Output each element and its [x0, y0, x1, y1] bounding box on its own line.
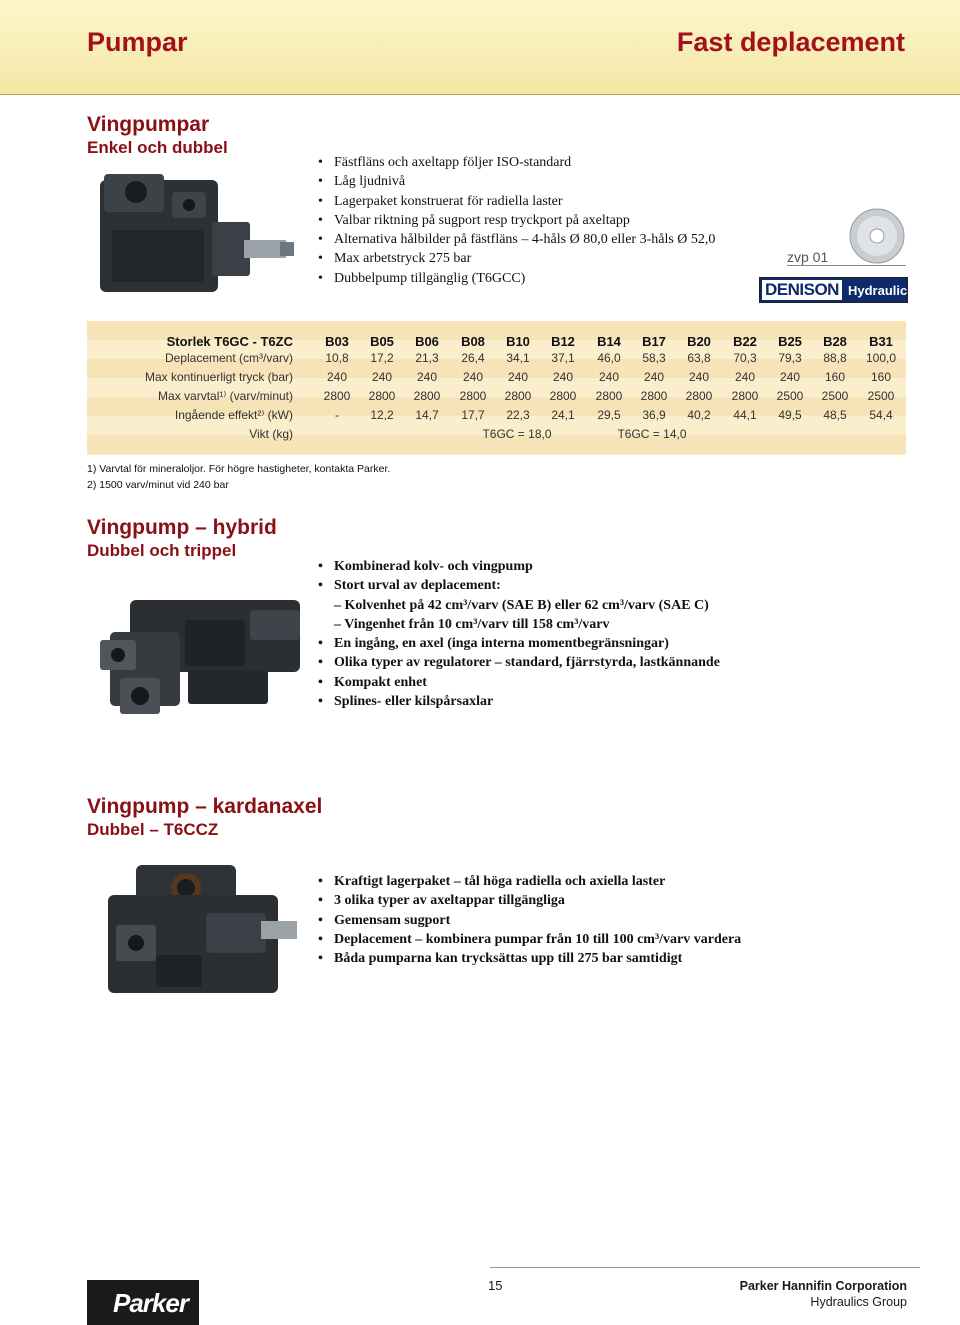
- table-header-cell: B22: [733, 334, 757, 349]
- header-subtitle: Fast deplacement: [676, 27, 905, 57]
- table-header-cell: B03: [325, 334, 349, 349]
- table-cell: 44,1: [733, 408, 757, 422]
- table-cell: 240: [688, 370, 710, 384]
- list-item: • Båda pumparna kan trycksättas upp till 275 bar samtidigt: [318, 949, 741, 968]
- list-item: • Låg ljudnivå: [318, 172, 715, 191]
- table-header-label: Storlek T6GC - T6ZC: [166, 334, 293, 349]
- table-cell: 2800: [549, 389, 577, 403]
- table-cell: 240: [462, 370, 484, 384]
- table-cell: 36,9: [642, 408, 666, 422]
- table-header-cell: B06: [415, 334, 439, 349]
- table-cell: 70,3: [733, 351, 757, 365]
- weight-value-b: T6GC = 14,0: [617, 427, 687, 441]
- table-cell: 21,3: [415, 351, 439, 365]
- denison-logo: [759, 277, 915, 303]
- table-cell: 240: [416, 370, 438, 384]
- table-row: [87, 368, 906, 387]
- divider: [787, 265, 906, 266]
- table-header-cell: B25: [778, 334, 802, 349]
- list-item: • Splines- eller kilspårsaxlar: [318, 692, 720, 711]
- page-number: 15: [488, 1278, 503, 1293]
- table-cell: 160: [824, 370, 846, 384]
- table-cell: 240: [326, 370, 348, 384]
- table-cell: 240: [643, 370, 665, 384]
- table-cell: 40,2: [687, 408, 711, 422]
- list-item: • Kompakt enhet: [318, 673, 720, 692]
- features-list-hybrid: [318, 557, 720, 711]
- list-item: • Fästfläns och axeltapp följer ISO-standard: [318, 153, 715, 172]
- section-subtitle-vingpumpar: Enkel och dubbel: [87, 138, 228, 157]
- list-item: • Gemensam sugport: [318, 911, 741, 930]
- table-cell: -: [335, 408, 339, 422]
- kardan-pump-photo: [96, 855, 306, 1005]
- section-subtitle-kardanaxel: Dubbel – T6CCZ: [87, 820, 219, 839]
- table-cell: 2800: [685, 389, 713, 403]
- table-header-cell: B05: [370, 334, 394, 349]
- footer-company: [740, 1278, 907, 1310]
- table-cell: 58,3: [642, 351, 666, 365]
- table-header-cell: B31: [869, 334, 893, 349]
- table-cell: 17,7: [461, 408, 485, 422]
- list-item: • En ingång, en axel (inga interna momentbegränsningar): [318, 634, 720, 653]
- vane-pump-photo: [92, 170, 302, 310]
- section-title-hybrid: Vingpump – hybrid: [87, 516, 277, 539]
- table-header-cell: B17: [642, 334, 666, 349]
- footnotes: [87, 461, 390, 493]
- table-header-cell: B20: [687, 334, 711, 349]
- company-name: Parker Hannifin Corporation: [739, 1279, 907, 1293]
- table-cell: 2500: [821, 389, 849, 403]
- table-cell: 160: [870, 370, 892, 384]
- table-cell: 240: [734, 370, 756, 384]
- table-cell: 37,1: [551, 351, 575, 365]
- footer-divider: [490, 1267, 920, 1268]
- table-header-cell: B12: [551, 334, 575, 349]
- footnote-1: 1) Varvtal för mineraloljor. För högre hastigheter, kontakta Parker.: [87, 463, 391, 475]
- table-cell: 88,8: [823, 351, 847, 365]
- table-cell: 22,3: [506, 408, 530, 422]
- company-group: Hydraulics Group: [810, 1295, 907, 1309]
- table-cell: 29,5: [597, 408, 621, 422]
- list-item: • Dubbelpump tillgänglig (T6GCC): [318, 269, 715, 288]
- table-cell: 240: [552, 370, 574, 384]
- table-cell: 2800: [459, 389, 487, 403]
- list-item: • 3 olika typer av axeltappar tillgängliga: [318, 891, 741, 910]
- list-item: • Deplacement – kombinera pumpar från 10 till 100 cm³/varv vardera: [318, 930, 741, 949]
- table-cell: 240: [507, 370, 529, 384]
- table-row-weight: [87, 425, 906, 444]
- table-header-cell: B08: [461, 334, 485, 349]
- table-cell: 54,4: [869, 408, 893, 422]
- list-item: • Kraftigt lagerpaket – tål höga radiella och axiella laster: [318, 872, 741, 891]
- table-row-label: Vikt (kg): [249, 427, 293, 441]
- list-item: • Valbar riktning på sugport resp tryckport på axeltapp: [318, 211, 715, 230]
- table-row-label: Deplacement (cm³/varv): [164, 351, 293, 365]
- table-cell: 34,1: [506, 351, 530, 365]
- table-header-cell: B28: [823, 334, 847, 349]
- parker-logo: [87, 1280, 199, 1325]
- parker-logo-text: Parker: [113, 1288, 188, 1318]
- zvp-code: zvp 01: [787, 249, 829, 265]
- footnote-2: 2) 1500 varv/minut vid 240 bar: [87, 479, 229, 491]
- list-item: • Stort urval av deplacement:: [318, 576, 720, 595]
- list-item: • Olika typer av regulatorer – standard, fjärrstyrda, lastkännande: [318, 653, 720, 672]
- section-title-kardanaxel: Vingpump – kardanaxel: [87, 795, 323, 818]
- table-cell: 2800: [323, 389, 351, 403]
- weight-value-a: T6GC = 18,0: [482, 427, 552, 441]
- table-cell: 79,3: [778, 351, 802, 365]
- table-row-label: Max kontinuerligt tryck (bar): [144, 370, 293, 384]
- table-cell: 12,2: [370, 408, 394, 422]
- table-cell: 2800: [595, 389, 623, 403]
- list-item-sub: – Vingenhet från 10 cm³/varv till 158 cm³/varv: [334, 616, 610, 632]
- table-cell: 2800: [413, 389, 441, 403]
- denison-logo-text: DENISON: [762, 280, 842, 300]
- table-header-cell: B14: [597, 334, 621, 349]
- table-cell: 49,5: [778, 408, 802, 422]
- cd-icon: [849, 208, 905, 264]
- hydraulics-logo-text: Hydraulics: [847, 282, 915, 298]
- spec-table: [87, 321, 906, 455]
- table-cell: 14,7: [415, 408, 439, 422]
- table-cell: 2500: [867, 389, 895, 403]
- list-item: • Max arbetstryck 275 bar: [318, 249, 715, 268]
- table-row-label: Max varvtal¹⁾ (varv/minut): [158, 389, 293, 403]
- table-row: [87, 349, 906, 368]
- table-cell: 2800: [368, 389, 396, 403]
- features-list-vingpumpar: [318, 153, 715, 288]
- table-cell: 26,4: [461, 351, 485, 365]
- table-cell: 46,0: [597, 351, 621, 365]
- table-cell: 48,5: [823, 408, 847, 422]
- list-item: • Lagerpaket konstruerat för radiella laster: [318, 192, 715, 211]
- hybrid-pump-photo: [90, 580, 310, 730]
- table-cell: 240: [779, 370, 801, 384]
- table-cell: 100,0: [865, 351, 897, 365]
- header-title: Pumpar: [87, 27, 188, 57]
- features-list-kardanaxel: [318, 872, 741, 968]
- table-row-label: Ingående effekt²⁾ (kW): [174, 408, 293, 422]
- list-item-sub: – Kolvenhet på 42 cm³/varv (SAE B) eller 62 cm³/varv (SAE C): [334, 597, 709, 613]
- table-row: [87, 387, 906, 406]
- table-cell: 240: [371, 370, 393, 384]
- table-cell: 2500: [776, 389, 804, 403]
- table-cell: 2800: [504, 389, 532, 403]
- table-cell: 240: [598, 370, 620, 384]
- list-item: • Kombinerad kolv- och vingpump: [318, 557, 720, 576]
- section-title-vingpumpar: Vingpumpar: [87, 113, 210, 136]
- list-item: • Alternativa hålbilder på fästfläns – 4-håls Ø 80,0 eller 3-håls Ø 52,0: [318, 230, 715, 249]
- table-cell: 2800: [731, 389, 759, 403]
- table-cell: 17,2: [370, 351, 394, 365]
- table-cell: 10,8: [325, 351, 349, 365]
- section-subtitle-hybrid: Dubbel och trippel: [87, 541, 237, 560]
- table-header-cell: B10: [506, 334, 530, 349]
- page-header: [0, 0, 960, 95]
- table-cell: 24,1: [551, 408, 575, 422]
- table-row: [87, 406, 906, 425]
- table-cell: 63,8: [687, 351, 711, 365]
- table-cell: 2800: [640, 389, 668, 403]
